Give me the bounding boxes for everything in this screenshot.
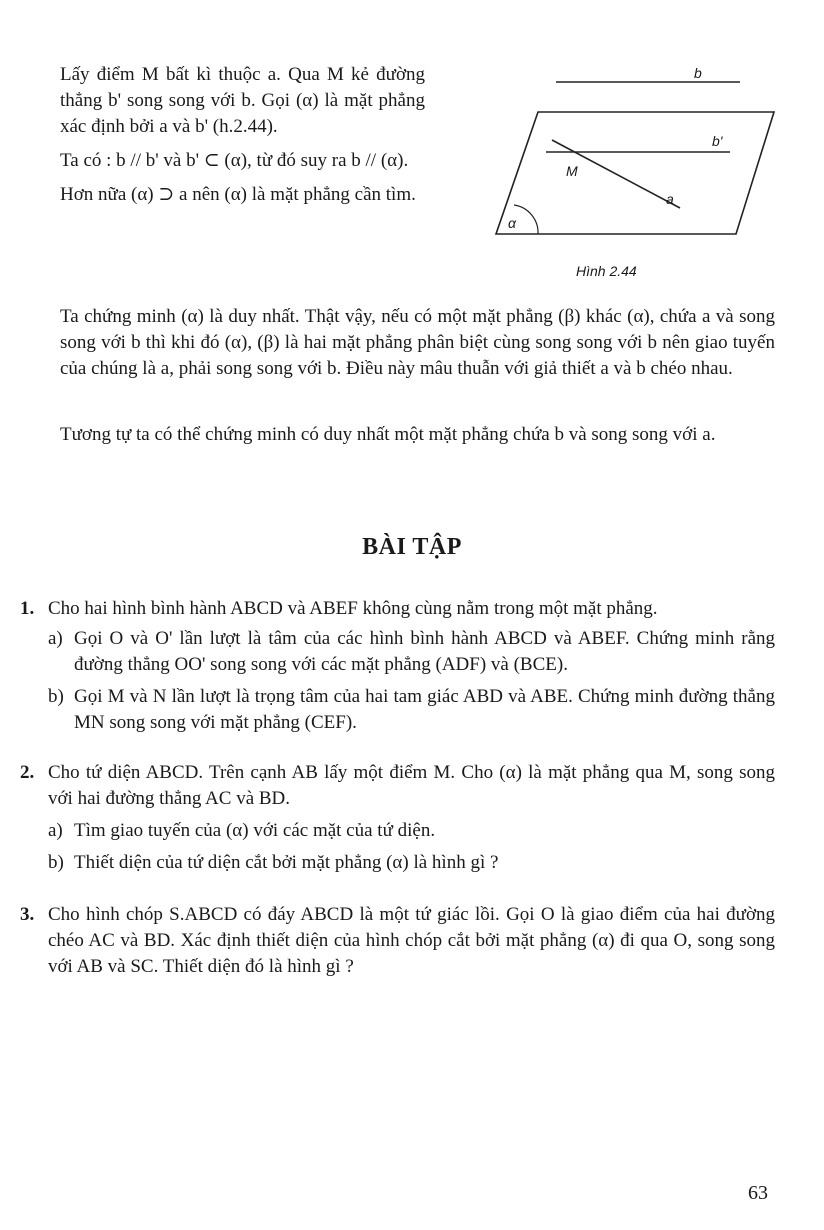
intro-paragraph-1: Lấy điểm M bất kì thuộc a. Qua M kẻ đường thẳng b' song song với b. Gọi (α) là mặt phẳng xác định bởi a và b' (h.2.44). (60, 64, 425, 137)
part-text: Gọi O và O' lần lượt là tâm của các hình bình hành ABCD và ABEF. Chứng minh rằng đường thẳng OO' song song với các mặt phẳng (ADF) và (BCE). (74, 628, 775, 675)
intro-paragraph-2: Ta có : b // b' và b' ⊂ (α), từ đó suy ra b // (α). (60, 150, 409, 171)
exercise-text: Cho hai hình bình hành ABCD và ABEF không cùng nằm trong một mặt phẳng. (48, 598, 658, 619)
part-letter: a) (48, 820, 63, 841)
proof-paragraph-2: Tương tự ta có thể chứng minh có duy nhất một mặt phẳng chứa b và song song với a. (60, 424, 716, 445)
intro-paragraph-3: Hơn nữa (α) ⊃ a nên (α) là mặt phẳng cần tìm. (60, 184, 416, 205)
exercise-text: Cho tứ diện ABCD. Trên cạnh AB lấy một điểm M. Cho (α) là mặt phẳng qua M, song song với hai đường thẳng AC và BD. (48, 762, 775, 809)
exercise-3 (20, 902, 775, 980)
page-number: 63 (748, 1182, 768, 1204)
exercise-1 (20, 596, 775, 736)
exercise-part (48, 818, 775, 844)
part-letter: a) (48, 628, 63, 649)
label-a: a (666, 191, 674, 207)
label-alpha: α (508, 215, 516, 231)
exercise-number: 1. (20, 598, 35, 619)
label-b: b (694, 65, 702, 81)
label-M: M (566, 163, 578, 179)
part-text: Tìm giao tuyến của (α) với các mặt của tứ diện. (74, 820, 436, 841)
exercise-text: Cho hình chóp S.ABCD có đáy ABCD là một tứ giác lồi. Gọi O là giao điểm của hai đường chéo AC và BD. Xác định thiết diện của hình chóp cắt bởi mặt phẳng (α) đi qua O, song song với AB và SC. Thiết diện đó là hình gì ? (48, 904, 775, 977)
exercise-number: 3. (20, 904, 35, 925)
figure-caption: Hình 2.44 (576, 263, 637, 279)
part-letter: b) (48, 686, 64, 707)
exercise-part (48, 684, 775, 736)
part-text: Thiết diện của tứ diện cắt bởi mặt phẳng (α) là hình gì ? (74, 852, 499, 873)
part-letter: b) (48, 852, 64, 873)
figure-diagram (490, 58, 790, 278)
exercise-part (48, 850, 775, 876)
exercise-part (48, 626, 775, 678)
alpha-arc (514, 205, 538, 234)
figure-2-44 (490, 58, 790, 278)
label-b-prime: b' (712, 133, 723, 149)
plane-alpha (496, 112, 774, 234)
intro-text (60, 62, 425, 208)
proof-paragraph-1: Ta chứng minh (α) là duy nhất. Thật vậy, nếu có một mặt phẳng (β) khác (α), chứa a và song song với b thì khi đó (α), (β) là hai mặt phẳng phân biệt cùng song song với b nên giao tuyến của chúng là a, phải song song với b. Điều này mâu thuẫn với giả thiết a và b chéo nhau. (60, 306, 775, 379)
part-text: Gọi M và N lần lượt là trọng tâm của hai tam giác ABD và ABE. Chứng minh đường thẳng MN song song với mặt phẳng (CEF). (74, 686, 775, 733)
exercise-2 (20, 760, 775, 876)
section-title: BÀI TẬP (362, 534, 462, 560)
exercise-number: 2. (20, 762, 35, 783)
